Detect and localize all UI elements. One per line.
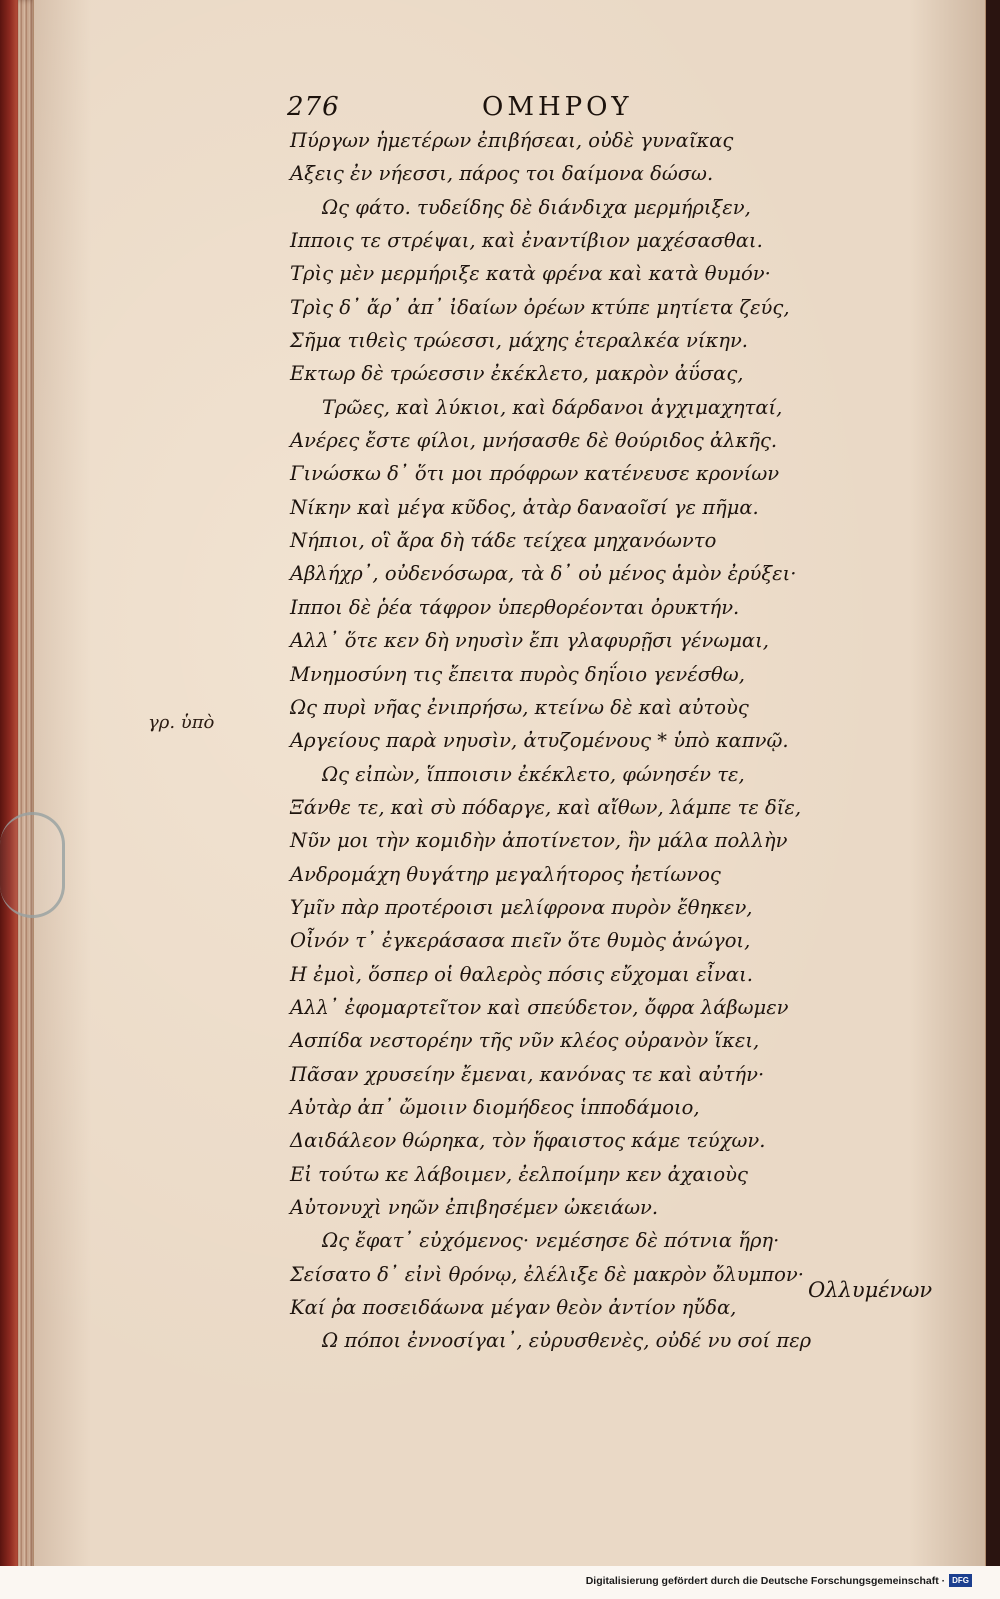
verse-line: Εκτωρ δὲ τρώεσσιν ἐκέκλετο, μακρὸν ἀΰσας, <box>290 362 744 386</box>
verse-line: Εἰ τούτω κε λάβοιμεν, ἐελποίμην κεν ἀχαιοὺς <box>290 1162 748 1186</box>
verse-line: Ιπποι δὲ ῥέα τάφρον ὑπερθορέονται ὀρυκτήν. <box>290 595 740 619</box>
verse-line: Καί ῥα ποσειδάωνα μέγαν θεὸν ἀντίον ηὔδα, <box>290 1296 737 1320</box>
verse-line: Ανέρες ἔστε φίλοι, μνήσασθε δὲ θούριδος ἀλκῆς. <box>290 429 778 453</box>
verse-line: Τρὶς μὲν μερμήριξε κατὰ φρένα καὶ κατὰ θυμόν· <box>290 262 771 286</box>
verse-line: Πᾶσαν χρυσείην ἔμεναι, κανόνας τε καὶ αὐτήν· <box>290 1062 765 1086</box>
verse-line: Σείσατο δ᾽ εἰνὶ θρόνῳ, ἐλέλιξε δὲ μακρὸν ὄλυμπον· <box>290 1262 804 1286</box>
verse-line: Αὐτὰρ ἀπ᾽ ὤμοιιν διομήδεος ἱπποδάμοιο, <box>290 1095 700 1119</box>
verse-line: Ξάνθε τε, καὶ σὺ πόδαργε, καὶ αἴθων, λάμπε τε δῖε, <box>290 795 802 819</box>
verse-line: Ιπποις τε στρέψαι, καὶ ἐναντίβιον μαχέσασθαι. <box>290 229 763 253</box>
verse-line: Ανδρομάχη θυγάτηρ μεγαλήτορος ἠετίωνος <box>290 862 721 886</box>
footer-text: Digitalisierung gefördert durch die Deutsche Forschungsgemeinschaft · <box>585 1574 946 1587</box>
verse-line: Ω πόποι ἐννοσίγαι᾽, εὐρυσθενὲς, οὐδέ νυ σοί περ <box>322 1329 812 1353</box>
verse-line: Αργείους παρὰ νηυσὶν, ἀτυζομένους * ὑπὸ καπνῷ. <box>290 729 789 753</box>
verse-line: Αλλ᾽ ἐφομαρτεῖτον καὶ σπεύδετον, ὄφρα λάβωμεν <box>290 995 789 1019</box>
footer-credit <box>586 1574 972 1587</box>
verse-line: Αξεις ἐν νήεσσι, πάρος τοι δαίμονα δώσω. <box>290 162 714 186</box>
verse-line: Ως ἔφατ᾽ εὐχόμενος· νεμέσησε δὲ πότνια ἥρη· <box>322 1229 780 1253</box>
verse-line: Ως εἰπὼν, ἵπποισιν ἐκέκλετο, φώνησέν τε, <box>322 762 745 786</box>
page-number: 276 <box>287 92 340 122</box>
dfg-logo: DFG <box>949 1574 972 1587</box>
verse-line: Μνημοσύνη τις ἔπειτα πυρὸς δηΐοιο γενέσθω, <box>290 662 745 686</box>
margin-note: γρ. ὑπὸ <box>148 712 215 733</box>
running-title: ΟΜΗΡΟΥ <box>482 92 633 122</box>
verse-line: Νήπιοι, οἳ ἄρα δὴ τάδε τείχεα μηχανόωντο <box>290 529 717 553</box>
verse-line: Η ἐμοὶ, ὅσπερ οἱ θαλερὸς πόσις εὔχομαι εἶναι. <box>290 962 753 986</box>
verse-line: Ως φάτο. τυδείδης δὲ διάνδιχα μερμήριξεν, <box>322 195 751 219</box>
verse-line: Υμῖν πὰρ προτέροισι μελίφρονα πυρὸν ἔθηκεν, <box>290 895 753 919</box>
verse-line: Τρὶς δ᾽ ἄρ᾽ ἀπ᾽ ἰδαίων ὀρέων κτύπε μητίετα ζεύς, <box>290 295 790 319</box>
verse-line: Οἶνόν τ᾽ ἐγκεράσασα πιεῖν ὅτε θυμὸς ἀνώγοι, <box>290 929 751 953</box>
verse-line: Σῆμα τιθεὶς τρώεσσι, μάχης ἑτεραλκέα νίκην. <box>290 329 749 353</box>
verse-text-block <box>290 124 910 1358</box>
verse-line: Νίκην καὶ μέγα κῦδος, ἀτὰρ δαναοῖσί γε πῆμα. <box>290 495 759 519</box>
verse-line: Αὐτονυχὶ νηῶν ἐπιβησέμεν ὠκειάων. <box>290 1196 659 1219</box>
verse-line: Αβλήχρ᾽, οὐδενόσωρα, τὰ δ᾽ οὐ μένος ἁμὸν ἐρύξει· <box>290 562 797 586</box>
verse-line: Αλλ᾽ ὅτε κεν δὴ νηυσὶν ἔπι γλαφυρῇσι γένωμαι, <box>290 629 769 653</box>
running-head <box>287 92 707 122</box>
verse-line: Γινώσκω δ᾽ ὅτι μοι πρόφρων κατένευσε κρονίων <box>290 462 780 486</box>
verse-line: Νῦν μοι τὴν κομιδὴν ἀποτίνετον, ἣν μάλα πολλὴν <box>290 829 788 853</box>
catchword: Ολλυμένων <box>808 1278 933 1302</box>
verse-line: Ως πυρὶ νῆας ἐνιπρήσω, κτείνω δὲ καὶ αὐτοὺς <box>290 695 749 719</box>
verse-line: Δαιδάλεον θώρηκα, τὸν ἥφαιστος κάμε τεύχων. <box>290 1129 766 1153</box>
verse-line: Τρῶες, καὶ λύκιοι, καὶ δάρδανοι ἀγχιμαχηταί, <box>322 395 783 419</box>
page-clip <box>0 812 65 918</box>
verse-line: Ασπίδα νεστορέην τῆς νῦν κλέος οὐρανὸν ἵκει, <box>290 1029 760 1053</box>
verse-line: Πύργων ἡμετέρων ἐπιβήσεαι, οὐδὲ γυναῖκας <box>290 129 734 152</box>
